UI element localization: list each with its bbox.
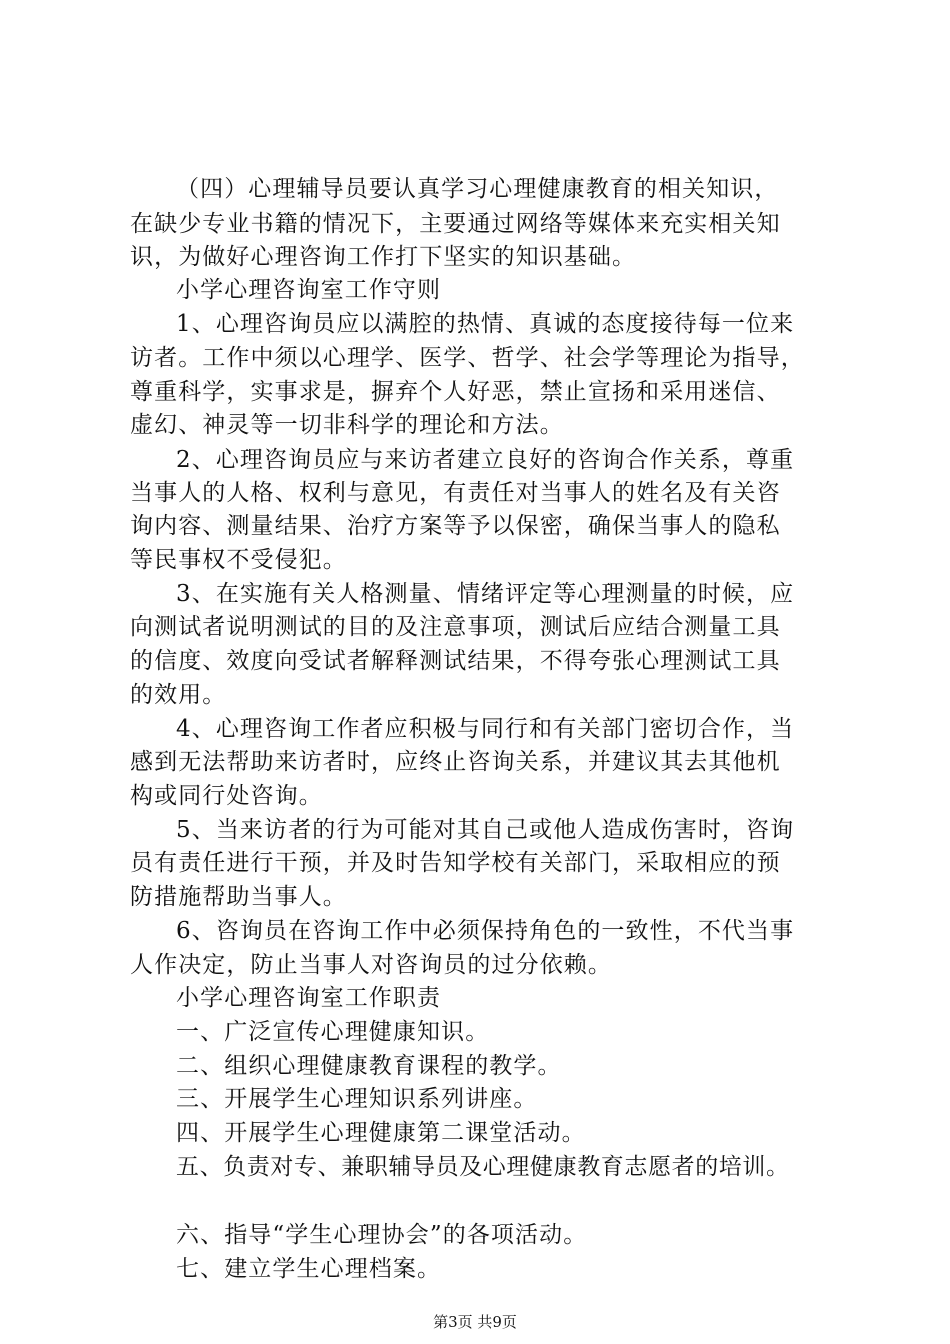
paragraph-line: 询内容、测量结果、治疗方案等予以保密，确保当事人的隐私 (130, 513, 781, 539)
paragraph-line: 防措施帮助当事人。 (130, 884, 347, 910)
paragraph-line: 人作决定，防止当事人对咨询员的过分依赖。 (130, 952, 612, 978)
page-footer: 第3页 共9页 (433, 1313, 517, 1331)
list-item: 七、建立学生心理档案。 (176, 1256, 442, 1282)
section-heading: 小学心理咨询室工作守则 (176, 277, 442, 303)
paragraph-line: 构或同行处咨询。 (130, 783, 323, 809)
paragraph-line: 5、当来访者的行为可能对其自己或他人造成伤害时，咨询 (176, 817, 795, 843)
paragraph-line: 识，为做好心理咨询工作打下坚实的知识基础。 (130, 244, 637, 270)
paragraph-line: 当事人的人格、权利与意见，有责任对当事人的姓名及有关咨 (130, 480, 781, 506)
paragraph-line: （四）心理辅导员要认真学习心理健康教育的相关知识， (176, 176, 779, 202)
list-item: 五、负责对专、兼职辅导员及心理健康教育志愿者的培训。 (176, 1154, 790, 1180)
paragraph-line: 向测试者说明测试的目的及注意事项，测试后应结合测量工具 (130, 614, 781, 640)
list-item: 四、开展学生心理健康第二课堂活动。 (176, 1120, 586, 1146)
paragraph-line: 访者。工作中须以心理学、医学、哲学、社会学等理论为指导， (130, 345, 805, 371)
list-item: 三、开展学生心理知识系列讲座。 (176, 1086, 538, 1112)
list-item: 六、指导“学生心理协会”的各项活动。 (176, 1222, 588, 1248)
paragraph-line: 的信度、效度向受试者解释测试结果，不得夸张心理测试工具 (130, 648, 781, 674)
paragraph-line: 1、心理咨询员应以满腔的热情、真诚的态度接待每一位来 (176, 311, 795, 337)
section-heading: 小学心理咨询室工作职责 (176, 985, 442, 1011)
paragraph-line: 尊重科学，实事求是，摒弃个人好恶，禁止宣扬和采用迷信、 (130, 379, 781, 405)
list-item: 二、组织心理健康教育课程的教学。 (176, 1053, 562, 1079)
paragraph-line: 员有责任进行干预，并及时告知学校有关部门，采取相应的预 (130, 850, 781, 876)
paragraph-line: 虚幻、神灵等一切非科学的理论和方法。 (130, 412, 564, 438)
list-item: 一、广泛宣传心理健康知识。 (176, 1019, 490, 1045)
paragraph-line: 感到无法帮助来访者时，应终止咨询关系，并建议其去其他机 (130, 749, 781, 775)
paragraph-line: 等民事权不受侵犯。 (130, 547, 347, 573)
paragraph-line: 2、心理咨询员应与来访者建立良好的咨询合作关系，尊重 (176, 447, 795, 473)
paragraph-line: 3、在实施有关人格测量、情绪评定等心理测量的时候，应 (176, 581, 795, 607)
paragraph-line: 的效用。 (130, 682, 227, 708)
paragraph-line: 在缺少专业书籍的情况下，主要通过网络等媒体来充实相关知 (130, 211, 781, 237)
paragraph-line: 6、咨询员在咨询工作中必须保持角色的一致性，不代当事 (176, 918, 795, 944)
paragraph-line: 4、心理咨询工作者应积极与同行和有关部门密切合作，当 (176, 716, 795, 742)
